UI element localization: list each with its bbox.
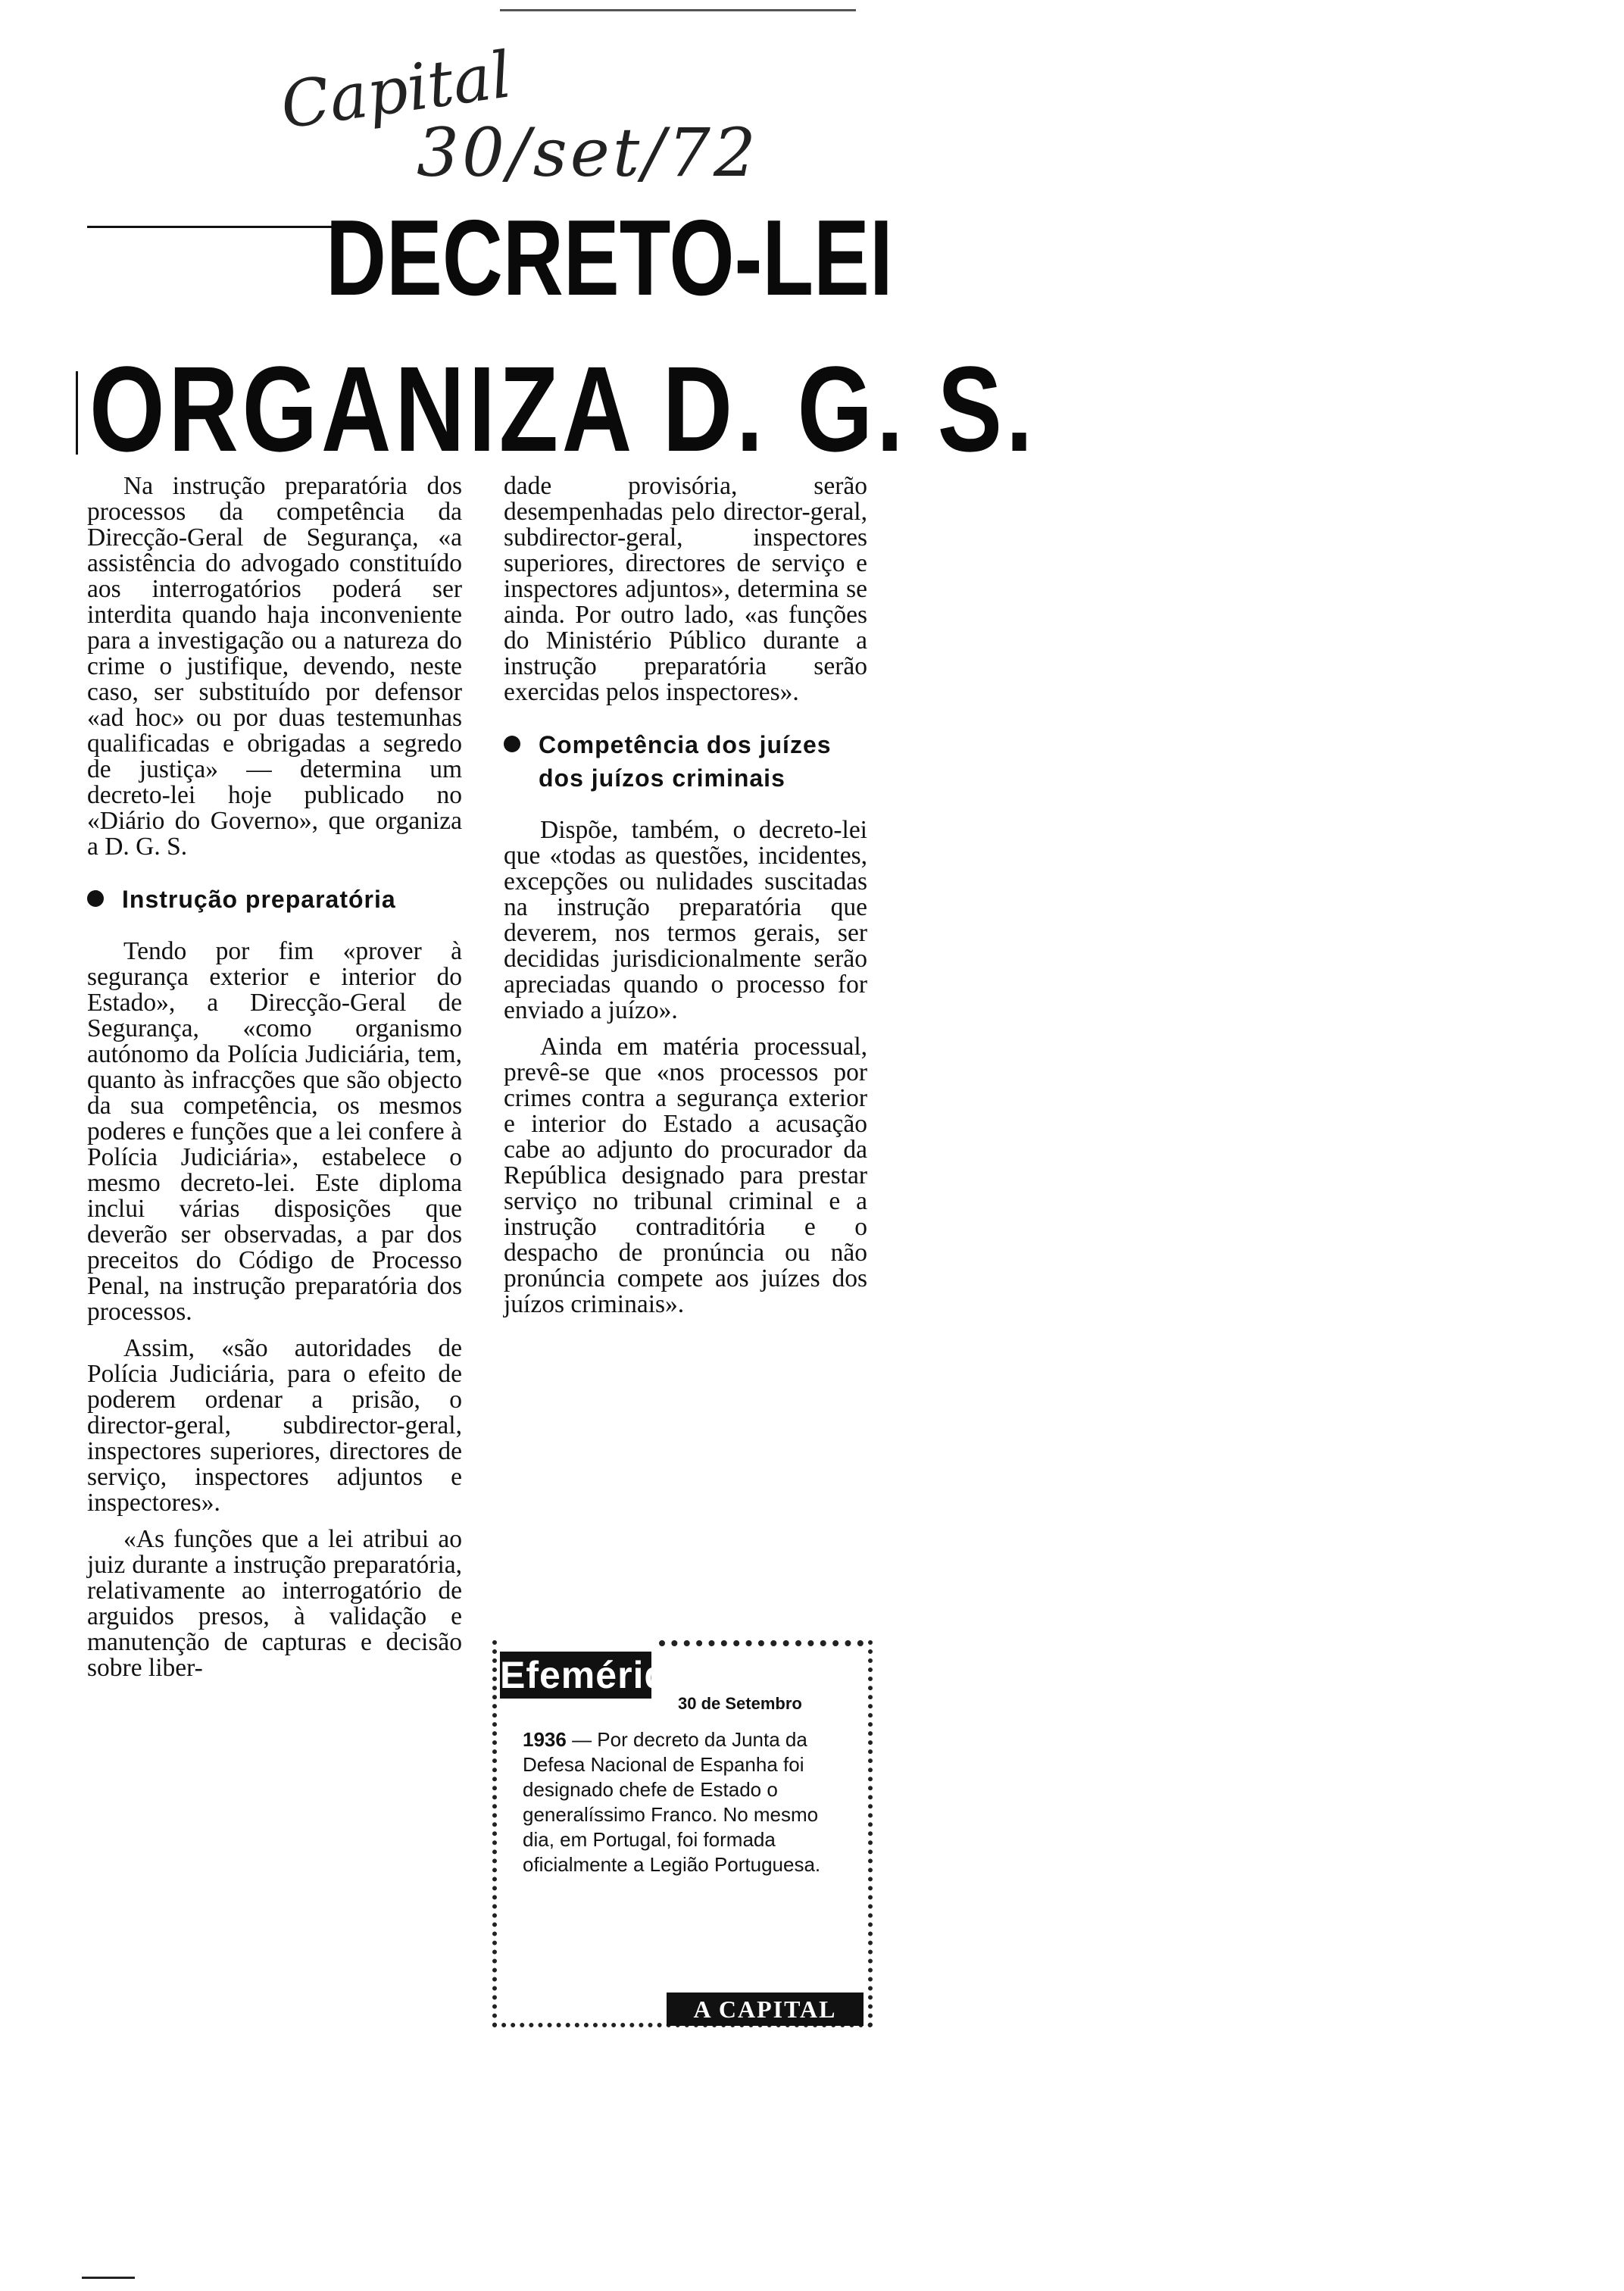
intro-paragraph: Na instrução preparatória dos processos da competência da Direcção-Geral de Segurança, «a assistência do advogado constituído aos interrogatórios poderá ser interdita quando haja inconveniente para a investigação ou a natureza do crime o justifique, devendo, neste caso, ser substituído por defensor «ad hoc» ou por duas testemunhas qualificadas e obrigadas a segredo de justiça» — determina um decreto-lei hoje publicado no «Diário do Governo», que organiza a D. G. S.: [87, 472, 462, 861]
bullet-icon: [504, 736, 520, 752]
headline-line-2: ORGANIZA D. G. S.: [89, 341, 1037, 477]
paragraph: Dispõe, também, o decreto-lei que «todas as questões, incidentes, excepções ou nulidades suscitadas na instrução preparatória que deverem, nos termos gerais, ser decididas jurisdicionalmente serão apreciadas quando o processo for enviado a juízo».: [504, 816, 867, 1024]
efemeride-year: 1936: [523, 1728, 567, 1751]
source-logo: A CAPITAL: [667, 1993, 864, 2026]
handwritten-date: 30/set/72: [417, 114, 759, 192]
margin-mark: [76, 371, 78, 455]
efemeride-date: 30 de Setembro: [678, 1694, 802, 1713]
paragraph: Ainda em matéria processual, prevê-se que «nos processos por crimes contra a segurança exterior e interior do Estado a acusação cabe ao adjunto do procurador da República designado para prestar serviço no tribunal criminal e a instrução contraditória e o despacho de pronúncia ou não pronúncia compete aos juízes dos juízos criminais».: [504, 1033, 867, 1318]
article-column-2: [504, 474, 867, 1328]
paragraph: Tendo por fim «prover à segurança exterior e interior do Estado», a Direcção-Geral de Segurança, «como organismo autónomo da Polícia Judiciária, tem, quanto às infracções que são objecto da sua competência, os mesmos poderes e funções que a lei confere à Polícia Judiciária», estabelece o mesmo decreto-lei. Este diploma inclui várias disposições que deverão ser observadas, a par dos preceitos do Código de Processo Penal, na instrução preparatória dos processos.: [87, 937, 462, 1326]
paragraph: «As funções que a lei atribui ao juiz durante a instrução preparatória, relativamente ao interrogatório de arguidos presos, à validação e manutenção de capturas e decisão sobre liber-: [87, 1525, 462, 1682]
efemeride-top-border: [659, 1640, 864, 1646]
subheading-competencia: [504, 728, 867, 795]
subheading-competencia-label: Competência dos juízes dos juízos criminais: [539, 731, 832, 792]
headline-rule: [87, 226, 333, 228]
headline-line-1: DECRETO-LEI: [326, 198, 893, 318]
paragraph: Assim, «são autoridades de Polícia Judiciária, para o efeito de poderem ordenar a prisão, o director-geral, subdirector-geral, inspectores superiores, directores de serviço, inspectores adjuntos e inspectores».: [87, 1334, 462, 1517]
bottom-rule: [82, 2277, 135, 2279]
article-column-1: [87, 474, 462, 1692]
handwritten-publication: Capital: [276, 37, 517, 143]
top-rule: [500, 9, 856, 11]
bullet-icon: [87, 890, 104, 907]
efemeride-label: Efeméride: [500, 1652, 651, 1699]
efemeride-body: — Por decreto da Junta da Defesa Nacional de Espanha foi designado chefe de Estado o generalíssimo Franco. No mesmo dia, em Portugal, foi formada oficialmente a Legião Portuguesa.: [523, 1728, 821, 1876]
subheading-instrucao-label: Instrução preparatória: [122, 886, 396, 913]
continued-paragraph: dade provisória, serão desempenhadas pelo director-geral, subdirector-geral, inspectores superiores, directores de serviço e inspectores adjuntos», determina se ainda. Por outro lado, «as funções do Ministério Público durante a instrução preparatória serão exercidas pelos inspectores».: [504, 472, 867, 706]
efemeride-text: [523, 1727, 841, 1877]
handwritten-annotation: [273, 37, 759, 205]
subheading-instrucao: [87, 883, 462, 916]
